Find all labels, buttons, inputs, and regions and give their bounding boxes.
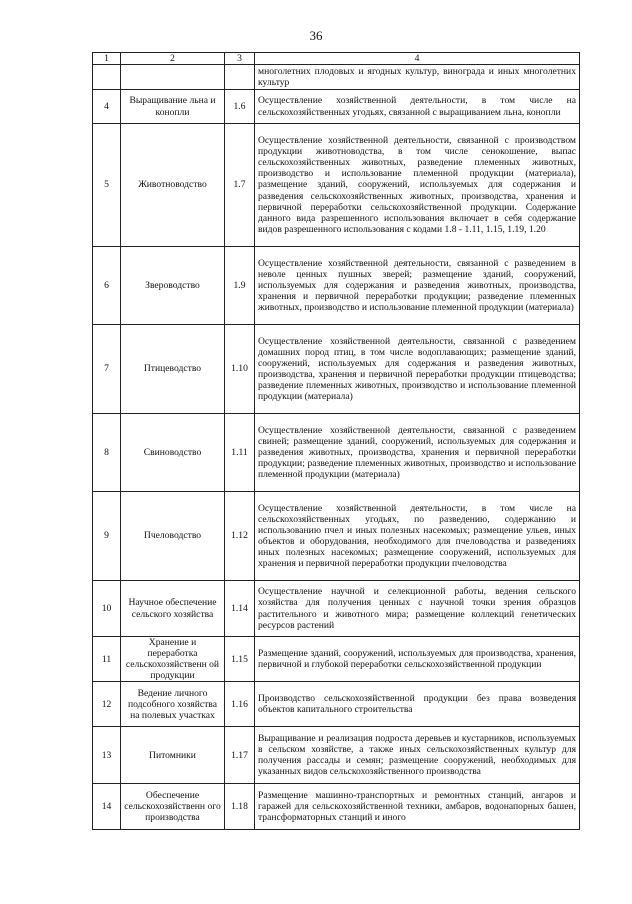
use-type-name: Птицеводство <box>121 325 225 414</box>
use-type-name: Выращивание льна и конопли <box>121 90 225 124</box>
table-row <box>93 124 580 247</box>
table-row <box>93 682 580 727</box>
row-number: 10 <box>93 581 121 637</box>
use-type-description: Осуществление хозяйственной деятельности, в том числе на сельскохозяйственных угодьях, по разведению, содержанию и использованию пчел и иных полезных насекомых; размещение ульев, иных объектов и оборудования, необходимого для пчеловодства и разведениях иных полезных насекомых; размещение сооружений, используемых для хранения и первичной переработки продукции пчеловодства <box>255 492 580 581</box>
table-row <box>93 414 580 492</box>
column-header-4: 4 <box>255 53 580 65</box>
use-type-description: многолетних плодовых и ягодных культур, винограда и иных многолетних культур <box>255 65 580 90</box>
use-type-code: 1.16 <box>225 682 255 727</box>
use-type-description: Осуществление хозяйственной деятельности, связанной с разведением домашних пород птиц, в том числе водоплавающих; размещение зданий, сооружений, используемых для содержания и разведения животных, производства, хранения и первичной переработки продукции птицеводства; разведение племенных животных, производство и использование племенной продукции (материала) <box>255 325 580 414</box>
table-row <box>93 581 580 637</box>
table-row <box>93 727 580 784</box>
column-header-3: 3 <box>225 53 255 65</box>
use-type-name: Ведение личного подсобного хозяйства на полевых участках <box>121 682 225 727</box>
use-type-description: Производство сельскохозяйственной продукции без права возведения объектов капитального строительства <box>255 682 580 727</box>
use-type-code: 1.11 <box>225 414 255 492</box>
use-type-code: 1.9 <box>225 247 255 325</box>
use-type-description: Осуществление хозяйственной деятельности, связанной с разведением в неволе ценных пушных зверей; размещение зданий, сооружений, используемых для содержания и разведения животных, производства, хранения и первичной переработки продукции; разведение племенных животных, производство и использование племенной продукции (материала) <box>255 247 580 325</box>
use-type-description: Осуществление хозяйственной деятельности, связанной с разведением свиней; размещение зданий, сооружений, используемых для содержания и разведения животных, производства, хранения и первичной переработки продукции; разведение племенных животных, производство и использование племенной продукции (материала) <box>255 414 580 492</box>
page-number: 36 <box>309 28 323 43</box>
land-use-table <box>92 52 580 830</box>
row-number: 6 <box>93 247 121 325</box>
use-type-name: Звероводство <box>121 247 225 325</box>
column-header-2: 2 <box>121 53 225 65</box>
row-number: 8 <box>93 414 121 492</box>
use-type-name: Свиноводство <box>121 414 225 492</box>
use-type-description: Осуществление научной и селекционной работы, ведения сельского хозяйства для получения ценных с научной точки зрения образцов растительного и животного мира; размещение коллекций генетических ресурсов растений <box>255 581 580 637</box>
use-type-name: Пчеловодство <box>121 492 225 581</box>
row-number: 13 <box>93 727 121 784</box>
row-number: 4 <box>93 90 121 124</box>
use-type-name: Научное обеспечение сельского хозяйства <box>121 581 225 637</box>
row-number: 11 <box>93 637 121 682</box>
row-number: 14 <box>93 784 121 830</box>
use-type-code: 1.12 <box>225 492 255 581</box>
use-type-description: Осуществление хозяйственной деятельности, в том числе на сельскохозяйственных угодьях, связанной с выращиванием льна, конопли <box>255 90 580 124</box>
use-type-code: 1.17 <box>225 727 255 784</box>
row-number: 5 <box>93 124 121 247</box>
table-row <box>93 325 580 414</box>
table-row <box>93 247 580 325</box>
use-type-description: Осуществление хозяйственной деятельности, связанной с производством продукции животноводства, в том числе сенокошение, выпас сельскохозяйственных животных, разведение племенных животных, производство и использование племенной продукции (материала), размещение зданий, сооружений, используемых для содержания и разведения сельскохозяйственных животных, производства, хранения и первичной переработки сельскохозяйственной продукции. Содержание данного вида разрешенного использования включает в себя содержание видов разрешенного использования с кодами 1.8 - 1.11, 1.15, 1.19, 1.20 <box>255 124 580 247</box>
use-type-code: 1.6 <box>225 90 255 124</box>
use-type-description: Размещение зданий, сооружений, используемых для производства, хранения, первичной и глубокой переработки сельскохозяйственной продукции <box>255 637 580 682</box>
use-type-code: 1.15 <box>225 637 255 682</box>
use-type-name: Питомники <box>121 727 225 784</box>
table-row <box>93 65 580 90</box>
use-type-code: 1.18 <box>225 784 255 830</box>
use-type-name: Животноводство <box>121 124 225 247</box>
column-header-1: 1 <box>93 53 121 65</box>
use-type-description: Размещение машинно-транспортных и ремонтных станций, ангаров и гаражей для сельскохозяйственной техники, амбаров, водонапорных башен, трансформаторных станций и иного <box>255 784 580 830</box>
use-type-name: Обеспечение сельскохозяйственн ого производства <box>121 784 225 830</box>
table-row <box>93 492 580 581</box>
table-row <box>93 637 580 682</box>
use-type-code: 1.14 <box>225 581 255 637</box>
use-type-description: Выращивание и реализация подроста деревьев и кустарников, используемых в сельском хозяйстве, а также иных сельскохозяйственных культур для получения рассады и семян; размещение сооружений, необходимых для указанных видов сельскохозяйственного производства <box>255 727 580 784</box>
use-type-name: Хранение и переработка сельскохозяйственн ой продукции <box>121 637 225 682</box>
use-type-code: 1.7 <box>225 124 255 247</box>
row-number <box>93 65 121 90</box>
table-row <box>93 90 580 124</box>
column-header-row <box>93 53 580 65</box>
row-number: 12 <box>93 682 121 727</box>
use-type-code: 1.10 <box>225 325 255 414</box>
use-type-code <box>225 65 255 90</box>
row-number: 9 <box>93 492 121 581</box>
table-row <box>93 784 580 830</box>
use-type-name <box>121 65 225 90</box>
row-number: 7 <box>93 325 121 414</box>
